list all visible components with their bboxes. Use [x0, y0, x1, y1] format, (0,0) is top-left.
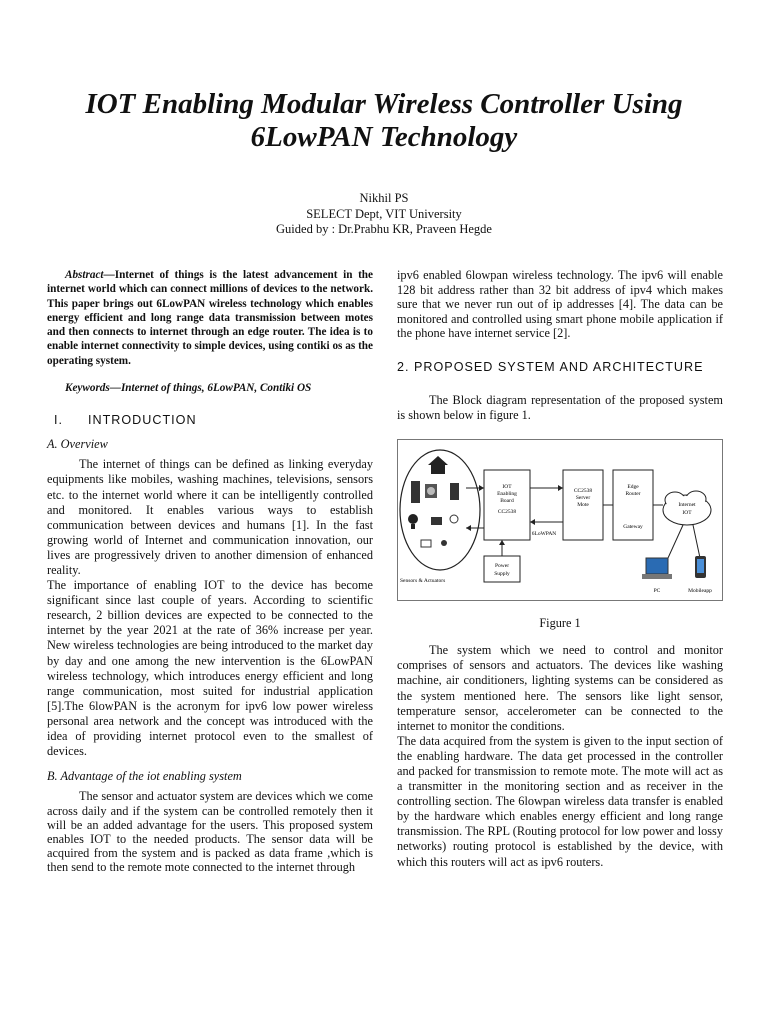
paragraph-overview-2: The importance of enabling IOT to the device has become significant since last couple of years. According to scientific research, 2 billion devices are expected to be connected to the internet by the year 2021 at the rate of 36% increase per year. New wireless technologies are being introduced to the market day by day and one among the new intervention is the 6LowPAN wireless technology, which introduces energy efficient and long range communication, most suited for industrial application [5].The 6lowPAN is the acronym for ipv6 low power wireless personal area network and the concept was introduced with the idea of providing internet protocol even to the smallest of devices.	[47, 578, 373, 759]
mobile-label: Mobileapp	[688, 588, 712, 595]
edge-router-label-1: Edge	[627, 484, 639, 491]
section-title: INTRODUCTION	[88, 413, 197, 428]
iot-board-box	[484, 470, 530, 540]
bulb-icon	[408, 514, 418, 524]
paragraph-system-2: The data acquired from the system is given to the input section of the enabling hardware. The data get processed in the controller and packed for transmission to remote mote. The mote will act as a transmitter in the monitoring section and as receiver in the controlling section. The 6lowpan wireless data transfer is enabled by the hardware which enables energy efficient and long range transmission. The RPL (Routing protocol for low power and lossy networks) routing protocol is established by the device, with which this routers will act as ipv6 routers.	[397, 733, 723, 869]
pc-icon	[642, 558, 672, 579]
phone-device-icon	[450, 483, 459, 500]
server-mote-label-2: Server	[575, 495, 591, 502]
edge-router-label-3: Gateway	[623, 524, 643, 531]
subsection-heading-overview: A. Overview	[47, 437, 108, 452]
paragraph-block-intro: The Block diagram representation of the proposed system is shown below in figure 1.	[397, 392, 723, 423]
section-number: I.	[54, 413, 63, 428]
abstract-lead: Abstract	[65, 269, 104, 281]
internet-cloud-icon	[663, 491, 711, 525]
keywords: Keywords—Internet of things, 6LowPAN, Contiki OS	[65, 382, 312, 395]
paragraph-ipv6: ipv6 enabled 6lowpan wireless technology. The ipv6 will enable 128 bit address rather than 32 bit address of ipv4 which makes sure that we never run out of ip addresses [4]. The data can be monitored and controlled using smart phone mobile application if the phone have internet service [2].	[397, 268, 723, 341]
tv-icon	[421, 540, 431, 547]
iot-board-label-2: Enabling	[497, 491, 517, 498]
power-label-2: Supply	[494, 571, 510, 578]
iot-board-label-1: IOT	[502, 484, 512, 491]
abstract	[47, 268, 373, 368]
author-block	[100, 191, 668, 238]
edge-router-label-2: Router	[625, 491, 641, 498]
lowpan-label: 6LoWPAN	[531, 531, 557, 538]
author-guides: Guided by : Dr.Prabhu KR, Praveen Hegde	[276, 222, 492, 236]
paper-title: IOT Enabling Modular Wireless Controller Using 6LowPAN Technology	[85, 88, 683, 153]
server-mote-label-1: CC2538	[573, 488, 593, 495]
section-heading-introduction	[47, 413, 373, 428]
house-icon	[428, 456, 448, 474]
subsection-heading-advantage: B. Advantage of the iot enabling system	[47, 769, 242, 784]
block-diagram	[398, 440, 722, 600]
right-column	[397, 268, 723, 870]
power-supply-box	[484, 556, 520, 582]
pc-label: PC	[653, 588, 661, 595]
paragraph-overview-1: The internet of things can be defined as linking everyday equipments like mobiles, washing machines, televisions, sensors etc. to the internet world where it can be intelligently controlled and monitored. It enables various ways to establish communication between devices and humans [1]. In the fast growing world of Internet and communication innovation, our lives are progressively driven to another dimension of enhanced reality.	[47, 457, 373, 578]
fan-icon	[441, 540, 447, 546]
abstract-text: —Internet of things is the latest advancement in the internet world which can connect millions of devices to the network. This paper brings out 6LowPAN wireless technology which enables energy efficient and long range data transmission between motes and then connects to internet through an edge router. The idea is to enable internet connectivity to simple devices, using contiki os as the operating system.	[47, 269, 373, 367]
iot-board-label-3: Board	[500, 498, 514, 505]
paragraph-advantage-1: The sensor and actuator system are devices which we come across daily and if the system can be controlled remotely then it will be an added advantage for the users. This proposed system enables IOT to the needed products. The sensor data will be acquired from the system and is packed as data frame ,which is then send to the remote mote connected to the internet through	[47, 789, 373, 875]
iot-board-label-4: CC2538	[497, 509, 517, 516]
author-affiliation: SELECT Dept, VIT University	[306, 206, 462, 221]
figure-caption: Figure 1	[539, 616, 581, 631]
paragraph-system-1: The system which we need to control and monitor comprises of sensors and actuators. The devices like washing machine, air conditioners, lighting systems can be considered as the system mentioned here. The sensors like light sensor, temperature sensor, accelerometer can be connected to the internet to monitor the conditions.	[397, 643, 723, 733]
internet-label-1: Internet	[678, 502, 696, 509]
fridge-icon	[411, 481, 420, 503]
server-mote-label-3: Mote	[577, 502, 589, 509]
block-diagram-figure	[397, 439, 723, 601]
sensor-icon	[450, 515, 458, 523]
sensors-label: Sensors & Actuators	[400, 578, 446, 585]
author-name: Nikhil PS	[359, 191, 409, 205]
camera-icon	[431, 517, 442, 525]
internet-label-2: IOT	[682, 510, 692, 517]
power-label-1: Power	[494, 563, 510, 570]
section-heading-proposed: 2. PROPOSED SYSTEM AND ARCHITECTURE	[397, 359, 704, 374]
left-column	[47, 268, 373, 875]
mobile-phone-icon	[695, 556, 706, 578]
